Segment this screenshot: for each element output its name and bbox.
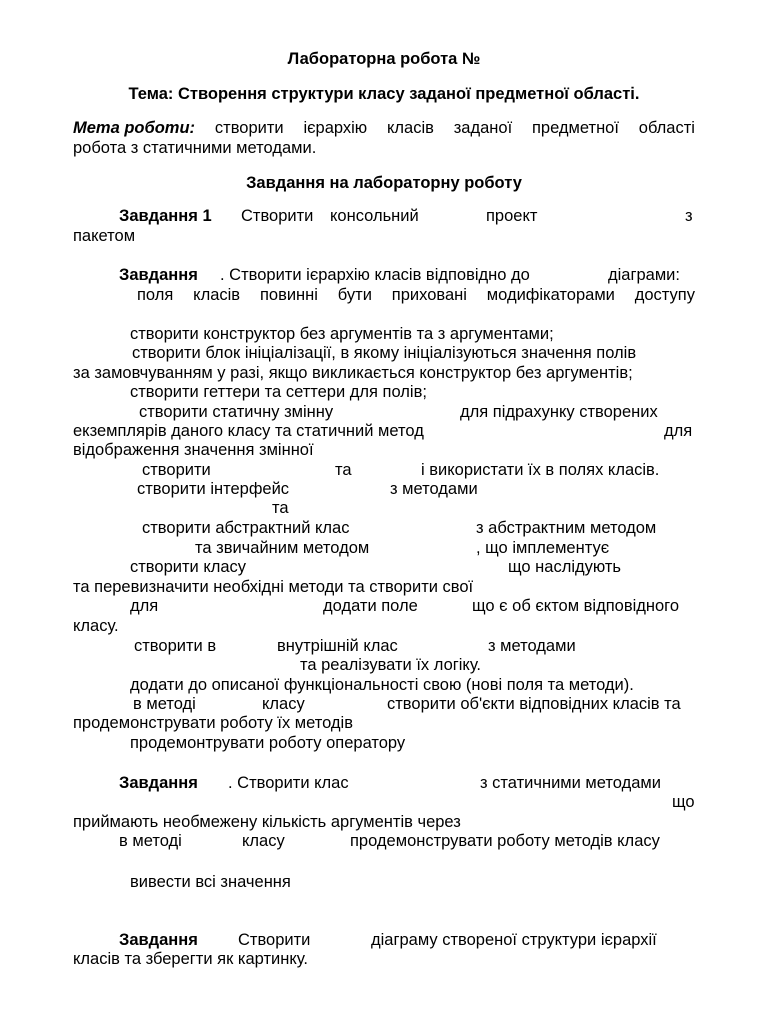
task2-label: Завдання: [119, 266, 198, 284]
task3-label: Завдання: [119, 774, 198, 792]
goal-label: Мета роботи:: [73, 119, 196, 137]
task1-line-2: пакетом: [73, 227, 136, 245]
task1-label: Завдання 1: [119, 207, 212, 225]
goal-line-1: Мета роботи: створити ієрархію класів заданої предметної області: [73, 119, 695, 137]
task4-label: Завдання: [119, 931, 198, 949]
page-title: Лабораторна робота №: [287, 50, 481, 68]
goal-line-2: робота з статичними методами.: [73, 139, 317, 157]
task2-item: поля класів повинні бути приховані модифікаторами доступу: [137, 286, 695, 304]
topic-line: Тема: Створення структури класу заданої предметної області.: [128, 85, 640, 103]
section-heading: Завдання на лабораторну роботу: [246, 174, 522, 192]
document-page: Лабораторна робота № Тема: Створення структури класу заданої предметної області. Мета роботи: створити ієрархію класів заданої предметної області робота з статичними методами. Завдання на лабораторну роботу Завдання 1 Створити консольний проект з пакетом Завдання . Створити ієрархію класів відповідно до діаграми: поля класів повинні бути приховані модифікаторами доступу створити конструктор без аргументів та з аргументами; створити блок ініціалізації, в якому ініціалізуються значення полів за замовчуванням у разі, якщо викликається конструктор без аргументів; створити геттери та сеттери для полів; створити статичну змінну для підрахунку створених екземплярів даного класу та статичний метод для відображення значення змінної створити та і використати їх в полях класів. створити інтерфейс з методами та створити абстрактний клас з абстрактним методом та звичайним методом , що імплементує створити класу що наслідують та перевизначити необхідні методи та створити свої для додати поле що є об єктом відповідного класу. створити в внутрішній клас з методами та реалізувати їх логіку. додати до описаної функціональності свою (нові поля та методи). в методі класу створити об'єкти відповідних класів та продемонструвати роботу їх методів продемонтрувати роботу оператору Завдання . Створити клас з статичними методами що приймають необмежену кількість аргументів через в методі класу продемонструвати роботу методів класу вивести всі значення Завдання Створити діаграму створеної структури ієрархії класів та зберегти як картинку.: [0, 0, 768, 1024]
